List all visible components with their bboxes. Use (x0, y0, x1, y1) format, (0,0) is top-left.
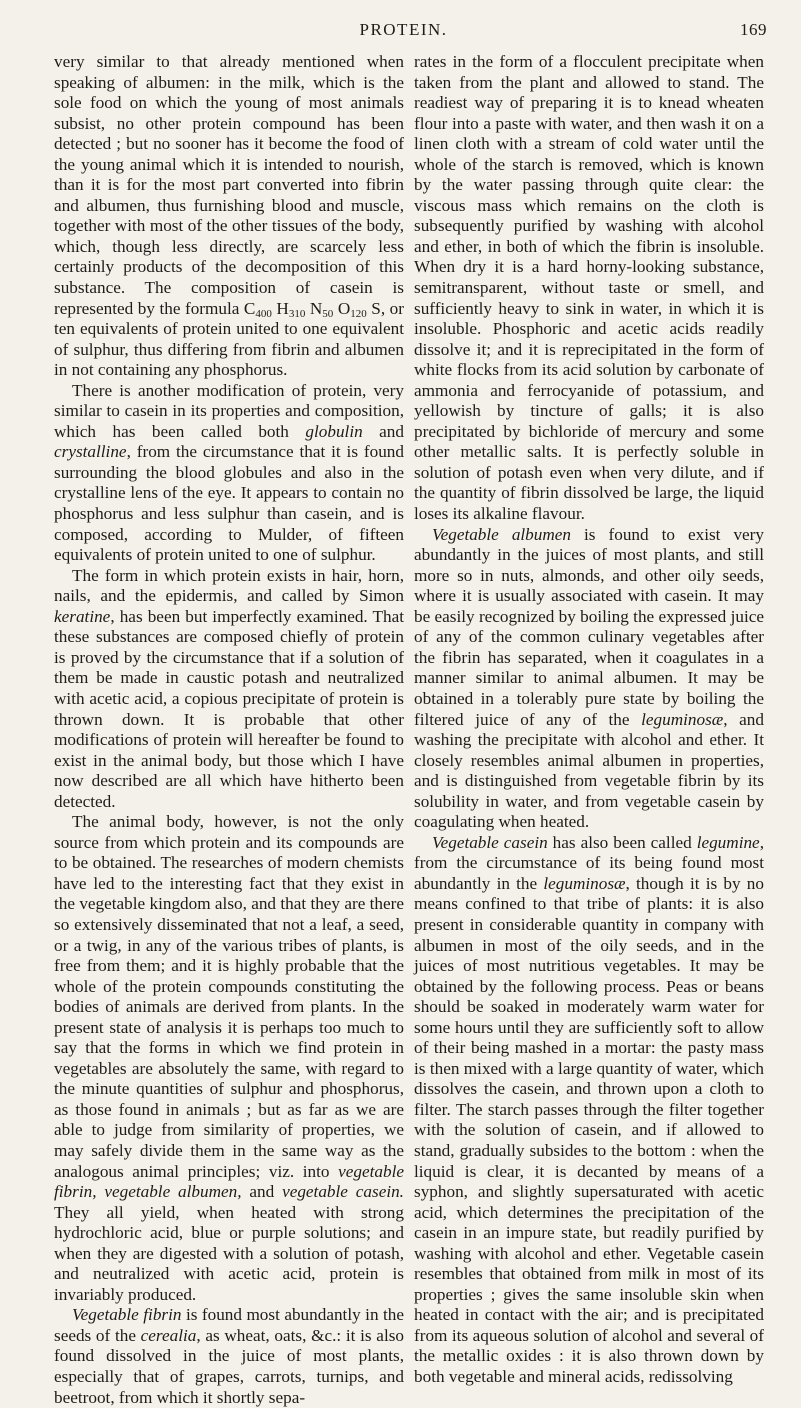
italic-term: leguminosæ (641, 709, 724, 729)
formula-subscript: 50 (322, 307, 334, 320)
text-run: There is another modification of protein, very similar to casein in its properties and composition, which has been called both (54, 380, 404, 441)
left-column (54, 52, 404, 1408)
text-run: very similar to that already mentioned when speaking of albumen: in the milk, which is the sole food on which the young of most animals subsist, no other protein compound has been detected ; but no sooner has it become the food of the young animal which it is intended to nourish, than it is for the most part converted into fibrin and albumen, thus furnishing blood and muscle, together with most of the other tissues of the body, which, though less directly, are scarcely less certainly products of the decomposition of this substance. The composition of casein is represented by the formula C (54, 52, 404, 318)
text-run: The animal body, however, is not the only source from which protein and its compounds are to be obtained. The researches of modern chemists have led to the interesting fact that they exist in the vegetable kingdom also, and that they are there so extensively disseminated that not a leaf, a seed, or a twig, in any of the various tribes of plants, is free from them; and it is highly probable that the whole of the protein compounds constituting the bodies of animals are derived from plants. In the present state of analysis it is perhaps too much to say that the forms in which we find protein in vegetables are absolutely the same, with regard to the minute quantities of sulphur and phosphorus, as those found in animals ; but as far as we are able to judge from similarity of properties, we may safely divide them in the same way as the analogous animal principles; viz. into (54, 812, 404, 1181)
text-run: They all yield, when heated with strong hydrochloric acid, blue or purple solutions; and when they are digested with a solution of potash, and neutralized with acetic acid, protein is invariably produced. (54, 1202, 404, 1304)
text-run: , and washing the precipitate with alcohol and ether. It closely resembles animal albumen in properties, and is distinguished from vegetable fibrin by its solubility in water, and from vegetable casein by coagulating when heated. (414, 709, 764, 832)
italic-term: globulin (305, 421, 363, 441)
italic-term: leguminosæ (543, 873, 626, 893)
text-run: is found most abundantly in the seeds of the (54, 1305, 404, 1345)
paragraph-casein-composition (54, 52, 404, 381)
italic-term: Vegetable fibrin (72, 1305, 182, 1325)
italic-term: cerealia (140, 1325, 197, 1345)
paragraph-globulin (54, 381, 404, 566)
italic-term: legumine (696, 832, 760, 852)
formula-subscript: 400 (255, 307, 272, 320)
text-run: and (241, 1182, 283, 1202)
text-run: O (333, 298, 351, 318)
italic-term: crystalline (54, 442, 127, 462)
paragraph-vegetable-albumen (414, 525, 764, 833)
text-run: , though it is by no means confined to that tribe of plants: it is also present in considerable quantity in company with albumen in most of the oily seeds, and in the juices of most nutritious vegetables. It may be obtained by the following process. Peas or beans should be soaked in moderately warm water for some hours until they are sufficiently soft to allow of their being mashed in a mortar: the pasty mass is then mixed with a large quantity of water, which dissolves the casein, and thrown upon a cloth to filter. The starch passes through the filter together with the solution of casein, and if allowed to stand, gradually subsides to the bottom : when the liquid is clear, it is decanted by means of a syphon, and slightly supersaturated with acetic acid, which determines the precipitation of the casein in an impure state, but readily purified by washing with alcohol and ether. Vegetable casein resembles that obtained from milk in most of its properties ; gives the same insoluble skin when heated in contact with the air; and is precipitated from its aqueous solution of alcohol and several of the metallic oxides : it is also thrown down by both vegetable and mineral acids, redissolving (414, 873, 764, 1386)
text-run: H (271, 298, 289, 318)
text-run: and (362, 421, 404, 441)
italic-term: keratine (54, 606, 111, 626)
paragraph-keratine (54, 566, 404, 813)
paragraph-vegetable-fibrin (54, 1305, 404, 1408)
italic-term: vegetable casein. (282, 1182, 404, 1202)
running-title: PROTEIN. (359, 20, 448, 39)
paragraph-fibrin-preparation (414, 52, 764, 525)
formula-subscript: 310 (288, 307, 306, 320)
italic-term: vegetable fibrin, vegetable albumen, (54, 1161, 404, 1202)
text-run: has also been called (547, 832, 697, 852)
text-run: , from the circumstance of its being found most abundantly in the (414, 832, 764, 893)
formula-subscript: 120 (350, 307, 367, 320)
italic-term: Vegetable casein (432, 832, 548, 852)
paragraph-vegetable-casein (414, 833, 764, 1388)
paragraph-vegetable-sources (54, 812, 404, 1305)
italic-term: Vegetable albumen (432, 524, 572, 544)
text-run: S, or ten equivalents of protein united to one equivalent of sulphur, thus differing from fibrin and albumen in not containing any phosphorus. (54, 298, 404, 380)
text-run: The form in which protein exists in hair, horn, nails, and the epidermis, and called by Simon (54, 565, 404, 606)
page-number: 169 (740, 20, 767, 39)
text-run: , has been but imperfectly examined. That these substances are composed chiefly of protein is proved by the circumstance that if a solution of them be made in caustic potash and neutralized with acetic acid, a copious precipitate of protein is thrown down. It is probable that other modifications of protein will hereafter be found to exist in the animal body, but those which I have now described are all which have hitherto been detected. (54, 606, 404, 811)
text-run: is found to exist very abundantly in the juices of most plants, and still more so in nuts, almonds, and other oily seeds, where it is usually associated with casein. It may be easily recognized by boiling the expressed juice of any of the common culinary vegetables after the fibrin has separated, when it coagulates in a manner similar to animal albumen. It may be obtained in a tolerably pure state by boiling the filtered juice of any of the (414, 524, 764, 729)
running-header (40, 20, 767, 44)
text-run: , as wheat, oats, &c.: it is also found dissolved in the juice of most plants, especially that of grapes, carrots, turnips, and beetroot, from which it shortly sepa- (54, 1325, 404, 1407)
right-column (414, 52, 764, 1388)
text-run: N (305, 298, 323, 318)
text-run: , from the circumstance that it is found surrounding the blood globules and also in the crystalline lens of the eye. It appears to contain no phosphorus and less sulphur than casein, and is composed, according to Mulder, of fifteen equivalents of protein united to one of sulphur. (54, 442, 404, 565)
text-run: rates in the form of a flocculent precipitate when taken from the plant and allowed to stand. The readiest way of preparing it is to knead wheaten flour into a paste with water, and then wash it on a linen cloth with a stream of cold water until the whole of the starch is removed, which is known by the water passing through quite clear: the viscous mass which remains on the cloth is subsequently purified by washing with alcohol and ether, in both of which the fibrin is insoluble. When dry it is a hard horny-looking substance, semitransparent, without taste or smell, and sufficiently heavy to sink in water, in which it is insoluble. Phosphoric and acetic acids readily dissolve it; and it is reprecipitated in the form of white flocks from its acid solution by carbonate of ammonia and ferrocyanide of potassium, and yellowish by tincture of galls; it is also precipitated by bichloride of mercury and some other metallic salts. It is perfectly soluble in solution of potash even when very dilute, and if the quantity of fibrin dissolved be large, the liquid loses its alkaline flavour. (414, 52, 764, 524)
